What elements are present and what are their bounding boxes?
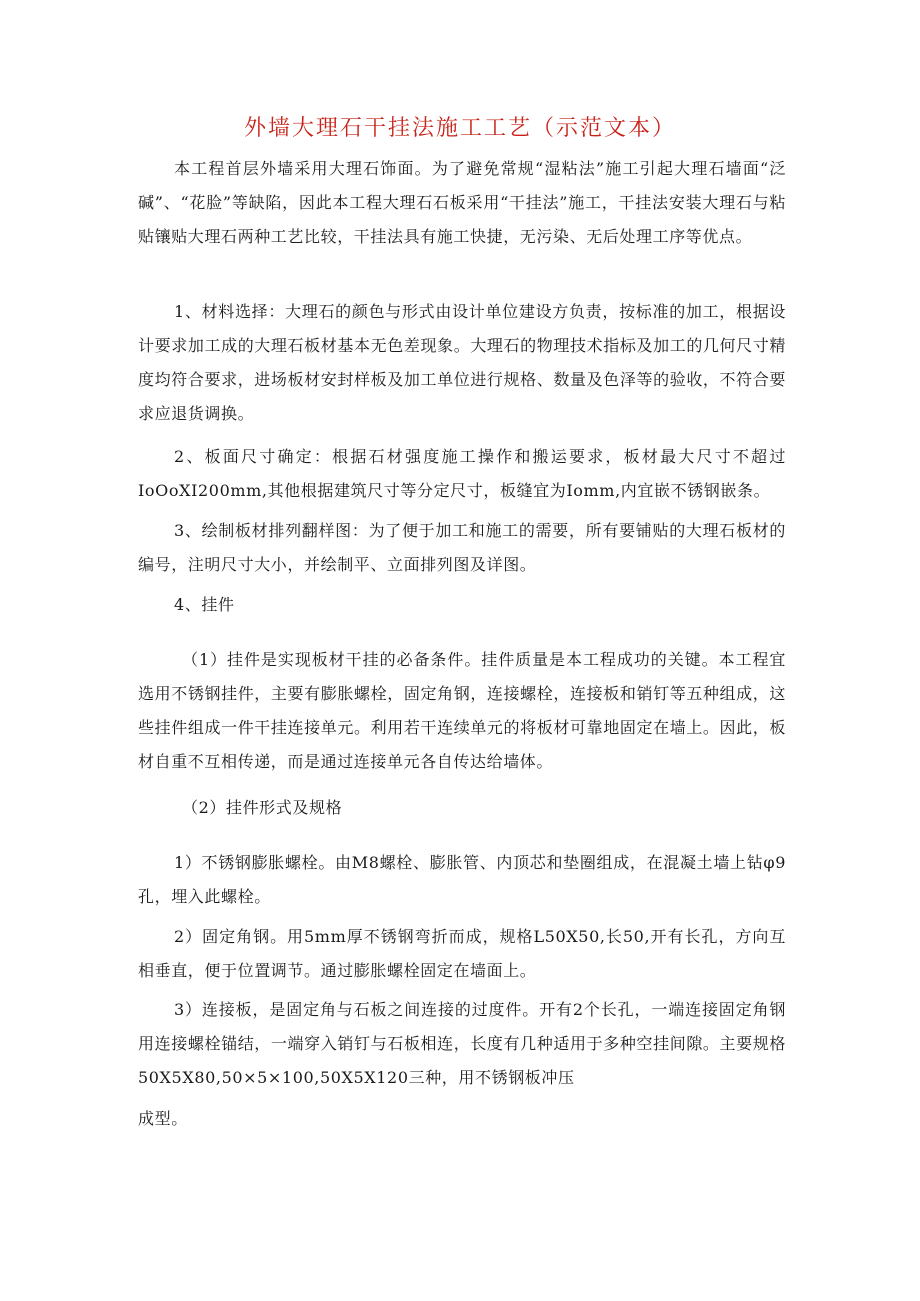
hanger-description-paragraph: （1）挂件是实现板材干挂的必备条件。挂件质量是本工程成功的关键。本工程宜选用不锈钢挂件，主要有膨胀螺栓，固定角钢，连接螺栓，连接板和销钉等五种组成，这些挂件组成一件干挂连接单元。利用若干连续单元的将板材可靠地固定在墙上。因此，板材自重不互相传递，而是通过连接单元各自传达给墙体。	[138, 650, 786, 771]
expansion-bolt-paragraph: 1）不锈钢膨胀螺栓。由M8螺栓、膨胀管、内顶芯和垫圈组成，在混凝土墙上钻φ9孔，埋入此螺栓。	[138, 853, 786, 906]
fixed-angle-paragraph: 2）固定角钢。用5mm厚不锈钢弯折而成，规格L50X50,长50,开有长孔，方向互相垂直，便于位置调节。通过膨胀螺栓固定在墙面上。	[138, 927, 786, 980]
connecting-plate-paragraph: 3）连接板，是固定角与石板之间连接的过度件。开有2个长孔，一端连接固定角钢用连接螺栓锚结，一端穿入销钉与石板相连，长度有几种适用于多种空挂间隙。主要规格50X5X80,50×5×100,50X5X120三种，用不锈钢板冲压	[138, 1000, 786, 1087]
layout-drawing-paragraph: 3、绘制板材排列翻样图：为了便于加工和施工的需要，所有要铺贴的大理石板材的编号，注明尺寸大小，并绘制平、立面排列图及详图。	[138, 521, 786, 574]
intro-paragraph: 本工程首层外墙采用大理石饰面。为了避免常规“湿粘法”施工引起大理石墙面“泛碱”、“花脸”等缺陷，因此本工程大理石石板采用“干挂法”施工，干挂法安装大理石与粘贴镶贴大理石两种工艺比较，干挂法具有施工快捷，无污染、无后处理工序等优点。	[138, 159, 786, 246]
hanger-heading: 4、挂件	[174, 595, 235, 614]
material-selection-paragraph: 1、材料选择：大理石的颜色与形式由设计单位建设方负责，按标准的加工，根据设计要求加工成的大理石板材基本无色差现象。大理石的物理技术指标及加工的几何尺寸精度均符合要求，进场板材安封样板及加工单位进行规格、数量及色泽等的验收，不符合要求应退货调换。	[138, 302, 786, 423]
closing-line: 成型。	[138, 1109, 188, 1128]
document-title: 外墙大理石干挂法施工工艺（示范文本）	[243, 116, 676, 141]
hanger-types-heading: （2）挂件形式及规格	[182, 798, 343, 817]
panel-size-paragraph: 2、板面尺寸确定：根据石材强度施工操作和搬运要求，板材最大尺寸不超过IoOoXI200mm,其他根据建筑尺寸等分定尺寸，板缝宜为Iomm,内宜嵌不锈钢嵌条。	[138, 447, 786, 500]
